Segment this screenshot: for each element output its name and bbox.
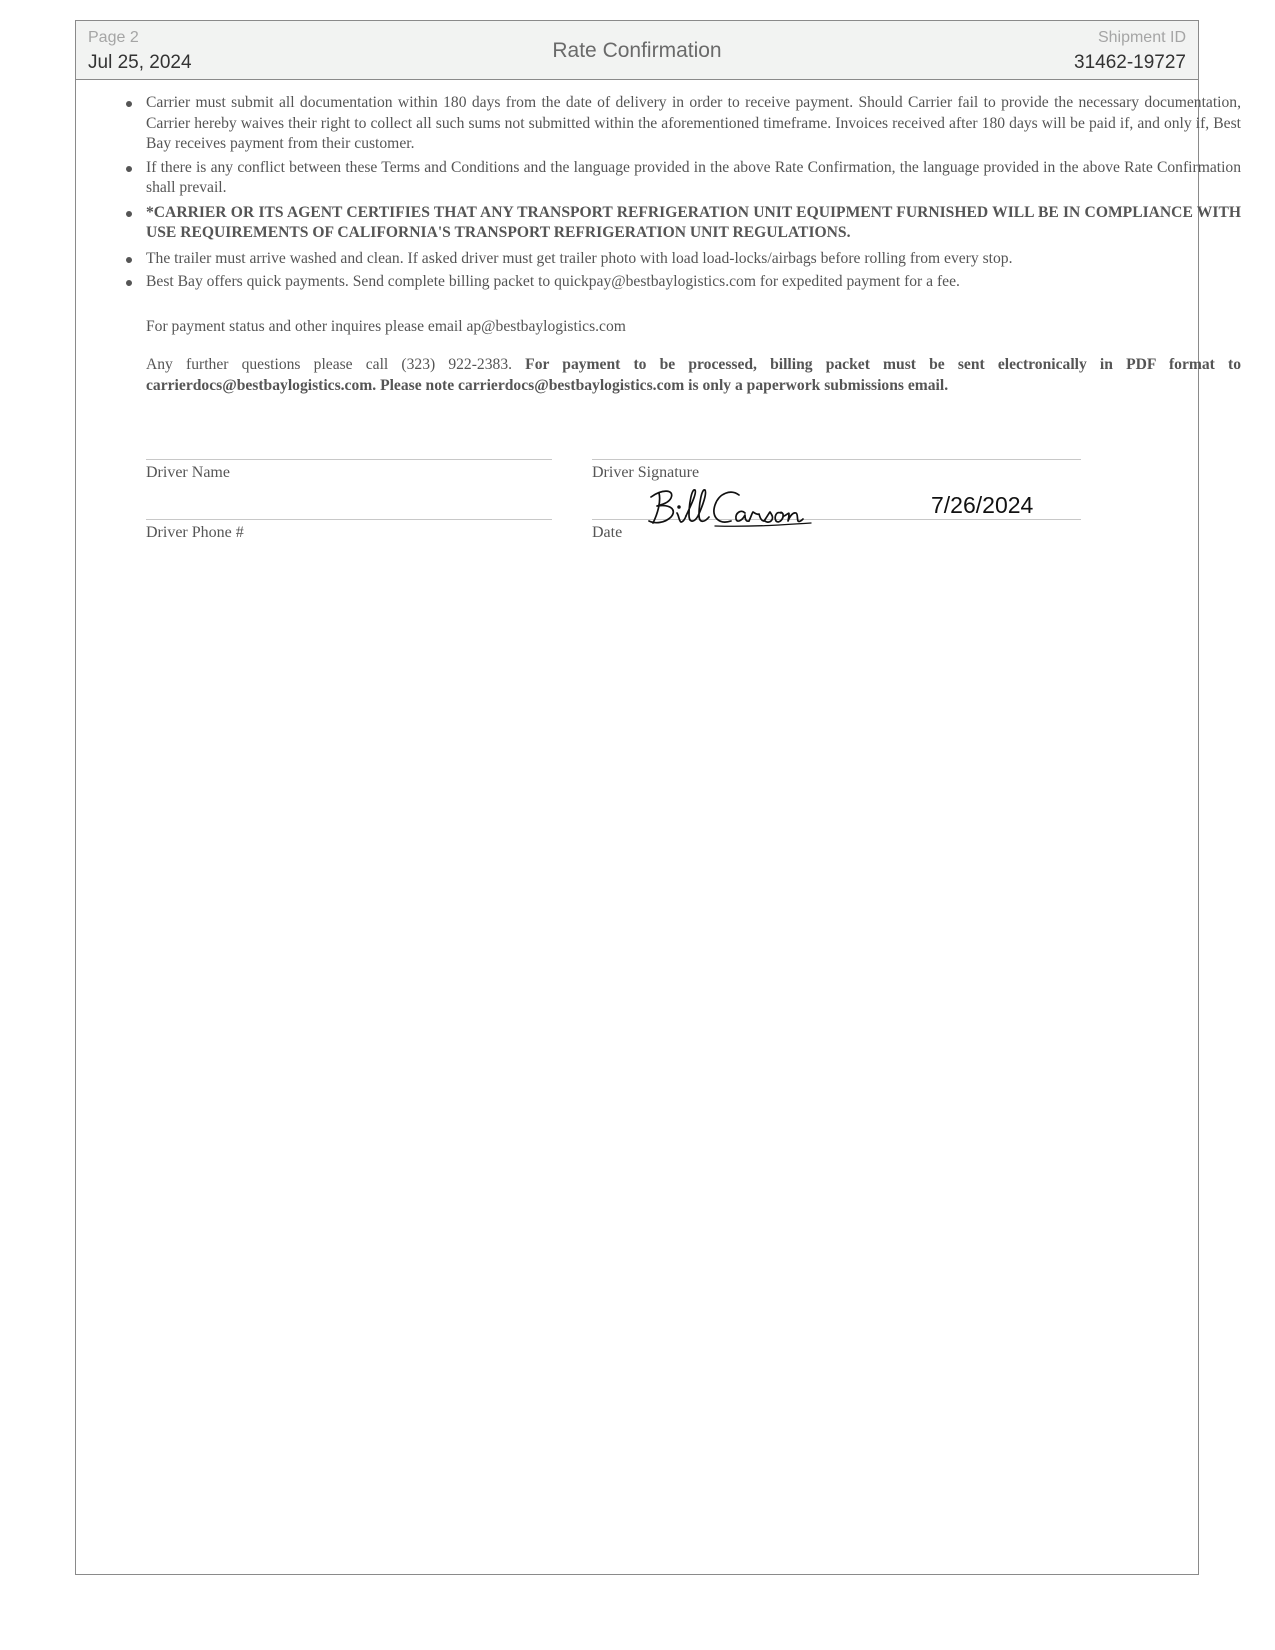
date-label: Date bbox=[592, 524, 623, 541]
term-item-refrigeration: *CARRIER OR ITS AGENT CERTIFIES THAT ANY TRANSPORT REFRIGERATION UNIT EQUIPMENT FURNISHED WILL BE IN COMPLIANCE WITH USE REQUIREMENTS OF CALIFORNIA'S TRANSPORT REFRIGERATION UNIT REGULATIONS. bbox=[146, 203, 1241, 244]
billing-notice: For payment to be processed, billing packet must be sent electronically in PDF format to carrierdocs@bestbaylogistics.com. Please note carrierdocs@bestbaylogistics.com is only a paperwork submissions email. bbox=[146, 356, 1241, 394]
terms-list bbox=[146, 93, 1241, 296]
driver-name-line bbox=[146, 459, 552, 460]
driver-signature-label: Driver Signature bbox=[592, 464, 700, 481]
handwritten-signature bbox=[641, 483, 831, 531]
payment-status-text: For payment status and other inquires please email ap@bestbaylogistics.com bbox=[146, 318, 626, 335]
term-item-documentation: Carrier must submit all documentation within 180 days from the date of delivery in order to receive payment. Should Carrier fail to provide the necessary documentation, Carrier hereby waives their right to collect all such sums not submitted within the aforementioned timeframe. Invoices received after 180 days will be paid if, and only if, Best Bay receives payment from their customer. bbox=[146, 93, 1241, 155]
driver-signature-line bbox=[592, 459, 1081, 460]
document-date: Jul 25, 2024 bbox=[88, 52, 192, 73]
term-item-trailer: The trailer must arrive washed and clean. If asked driver must get trailer photo with load load-locks/airbags before rolling from every stop. bbox=[146, 249, 1241, 270]
signed-date: 7/26/2024 bbox=[931, 492, 1034, 518]
shipment-id-label: Shipment ID bbox=[1097, 29, 1186, 46]
document-page bbox=[75, 20, 1241, 1575]
shipment-id: 31462-19727 bbox=[1074, 52, 1186, 73]
driver-phone-line bbox=[146, 519, 552, 520]
driver-name-label: Driver Name bbox=[146, 464, 230, 481]
term-item-conflict: If there is any conflict between these Terms and Conditions and the language provided in the above Rate Confirmation, the language provided in the above Rate Confirmation shall prevail. bbox=[146, 158, 1241, 199]
page-number: Page 2 bbox=[88, 29, 139, 46]
term-item-quick-payments: Best Bay offers quick payments. Send complete billing packet to quickpay@bestbaylogistics.com for expedited payment for a fee. bbox=[146, 272, 1241, 293]
page-header bbox=[76, 21, 1198, 80]
document-title: Rate Confirmation bbox=[552, 39, 722, 62]
questions-text: Any further questions please call (323) 922-2383. bbox=[146, 356, 513, 373]
questions-paragraph bbox=[146, 355, 1241, 396]
driver-phone-label: Driver Phone # bbox=[146, 524, 244, 541]
